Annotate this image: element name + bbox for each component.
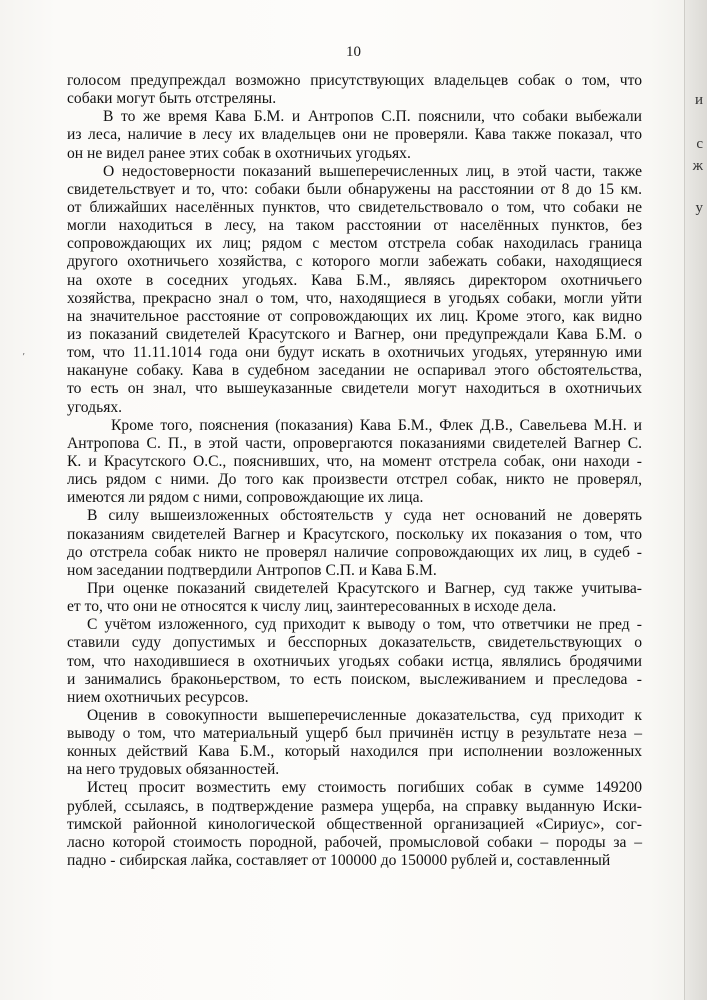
text-line: лись рядом с ними. До того как произвести отстрел собак, никто не проверял, [67, 471, 642, 489]
text-line: показаниям свидетелей Вагнер и Красутского, поскольку их показания о том, что [67, 525, 642, 543]
text-line: на него трудовых обязанностей. [67, 761, 280, 779]
text-line: имеются ли рядом с ними, сопровождающие их лица. [67, 489, 424, 507]
text-line: При оценке показаний свидетелей Красутского и Вагнер, суд также учитыва- [87, 579, 642, 597]
paragraph [67, 417, 642, 508]
document-body [67, 72, 642, 870]
paragraph [67, 616, 642, 707]
adjacent-page-edge [684, 0, 707, 1000]
text-line: ет то, что они не относятся к числу лиц, заинтересованных в исходе дела. [67, 598, 557, 616]
text-line: на значительное расстояние от сопровождающих их лиц. Кроме этого, как видно [67, 307, 642, 325]
text-line: том, что 11.11.1014 года они будут искать в охотничьих угодьях, утерянную ими [67, 344, 642, 362]
text-line: том, что находившиеся в охотничьих угодьях собаки истца, являлись бродячими [67, 652, 642, 670]
text-line: он не видел ранее этих собак в охотничьих угодьях. [67, 144, 411, 162]
text-line: Антропова С. П., в этой части, опровергаются показаниями свидетелей Вагнер С. [67, 434, 642, 452]
text-line: на охоте в соседних угодьях. Кава Б.М., являясь директором охотничьего [67, 271, 642, 289]
paragraph [67, 72, 642, 108]
text-line: сопровождающих их лиц; рядом с местом отстрела собак находилась граница [67, 235, 642, 253]
paragraph [67, 163, 642, 417]
text-line: из леса, наличие в лесу их владельцев они не проверяли. Кава также показал, что [67, 126, 642, 144]
text-line: до отстрела собак никто не проверял наличие сопровождающих их лиц, в судеб - [67, 543, 642, 561]
paragraph [67, 707, 642, 780]
page-number: 10 [346, 44, 361, 60]
text-line: накануне собаку. Кава в судебном заседании не оспаривал этого обстоятельства, [67, 362, 642, 380]
text-line: В силу вышеизложенных обстоятельств у суда нет оснований не доверять [87, 507, 642, 525]
text-line: ставили суду допустимых и бесспорных доказательств, свидетельствующих о [67, 634, 642, 652]
edge-glyph: с [696, 136, 703, 152]
text-line: угодьях. [67, 398, 123, 416]
paragraph [67, 580, 642, 616]
text-line: рублей, ссылаясь, в подтверждение размера ущерба, на справку выданную Иски- [67, 797, 642, 815]
edge-glyph: у [695, 200, 703, 216]
text-line: тимской районной кинологической общественной организацией «Сириус», сог- [67, 815, 642, 833]
text-line: нием охотничьих ресурсов. [67, 688, 249, 706]
margin-mark: ’ [22, 352, 26, 363]
text-line: от ближайших населённых пунктов, что свидетельствовало о том, что собаки не [67, 198, 642, 216]
paragraph [67, 108, 642, 162]
text-line: Кроме того, пояснения (показания) Кава Б.М., Флек Д.В., Савельева М.Н. и [111, 416, 642, 434]
text-line: из показаний свидетелей Красутского и Вагнер, они предупреждали Кава Б.М. о [67, 325, 642, 343]
edge-glyph: и [694, 92, 703, 108]
paragraph [67, 507, 642, 580]
text-line: то есть он знал, что вышеуказанные свидетели могут находиться в охотничьих [67, 380, 642, 398]
edge-glyph: ж [692, 158, 703, 174]
text-line: падно - сибирская лайка, составляет от 100000 до 150000 рублей и, составленный [67, 852, 611, 870]
text-line: голосом предупреждал возможно присутствующих владельцев собак о том, что [67, 72, 642, 89]
text-line: О недостоверности показаний вышеперечисленных лиц, в этой части, также [103, 162, 642, 180]
text-line: С учётом изложенного, суд приходит к выводу о том, что ответчики не пред - [87, 616, 642, 634]
text-line: В то же время Кава Б.М. и Антропов С.П. пояснили, что собаки выбежали [103, 108, 642, 126]
text-line: и занимались браконьерством, то есть поиском, выслеживанием и преследова - [67, 670, 642, 688]
text-line: могли находиться в лесу, на таком расстоянии от населённых пунктов, без [67, 217, 642, 235]
text-line: конных действий Кава Б.М., который находился при исполнении возложенных [67, 743, 642, 761]
text-line: выводу о том, что материальный ущерб был причинён истцу в результате неза – [67, 725, 642, 743]
text-line: Истец просит возместить ему стоимость погибших собак в сумме 149200 [87, 779, 642, 797]
text-line: хозяйства, прекрасно знал о том, что, находящиеся в угодьях собаки, могли уйти [67, 289, 642, 307]
text-line: ном заседании подтвердили Антропов С.П. и Кава Б.М. [67, 561, 437, 579]
text-line: ласно которой стоимость породной, рабочей, промысловой собаки – породы за – [67, 833, 642, 851]
text-line: другого охотничьего хозяйства, с которого могли забежать собаки, находящиеся [67, 253, 642, 271]
text-line: свидетельствует и то, что: собаки были обнаружены на расстоянии от 8 до 15 км. [67, 180, 642, 198]
text-line: Оценив в совокупности вышеперечисленные доказательства, суд приходит к [87, 706, 642, 724]
text-line: К. и Красутского О.С., пояснивших, что, на момент отстрела собак, они находи - [67, 452, 642, 470]
paragraph [67, 779, 642, 870]
text-line: собаки могут быть отстреляны. [67, 90, 277, 108]
